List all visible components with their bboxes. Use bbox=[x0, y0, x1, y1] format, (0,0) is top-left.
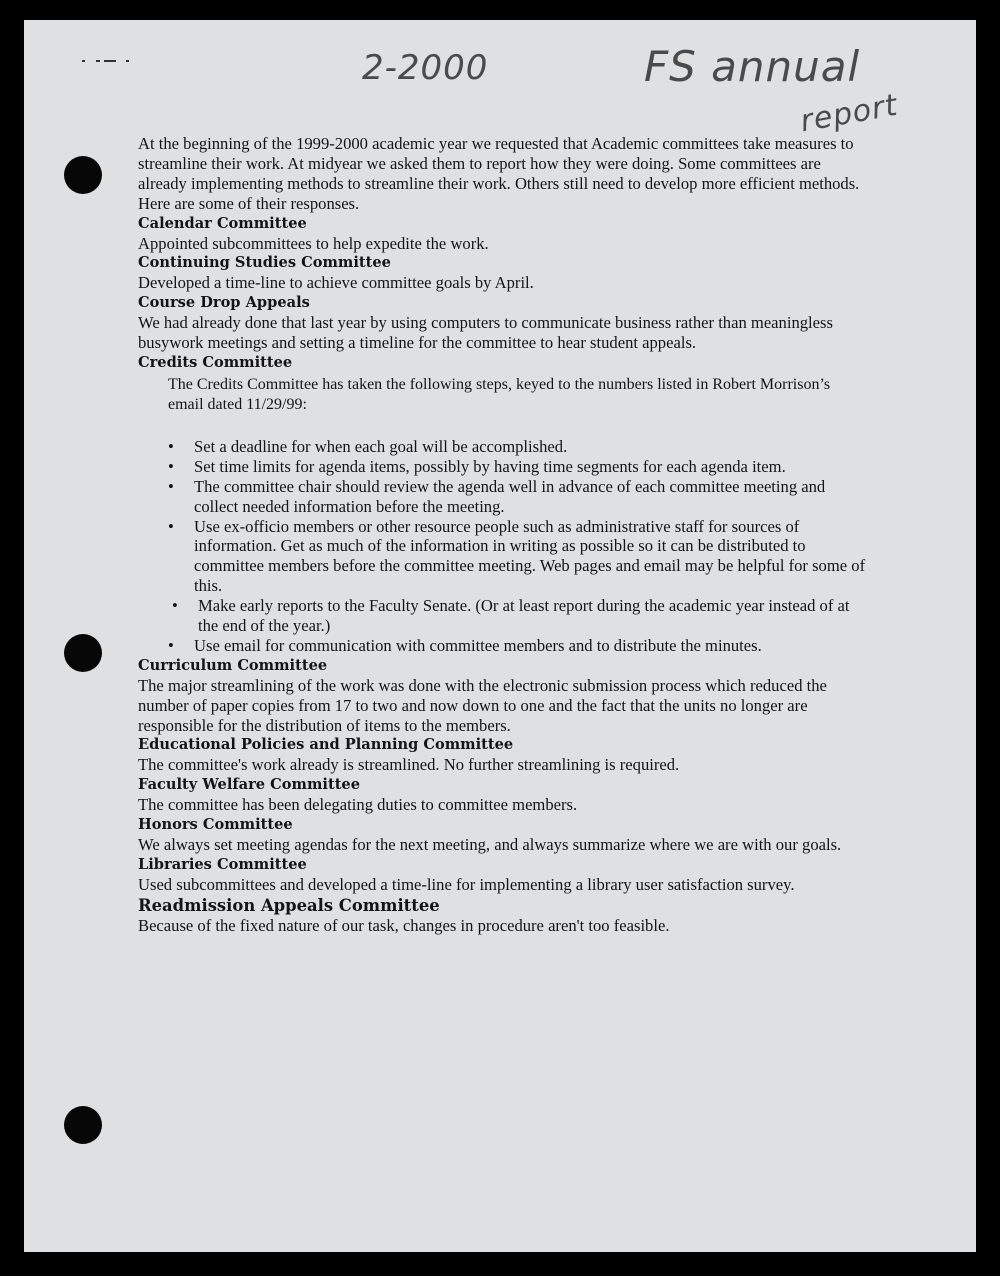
credits-steps-list bbox=[138, 437, 868, 656]
text-readmission-appeals: Because of the fixed nature of our task, changes in procedure aren't too feasible. bbox=[138, 915, 670, 935]
text-honors-committee: We always set meeting agendas for the next meeting, and always summarize where we are with our goals. bbox=[138, 835, 842, 854]
handwritten-report: report bbox=[797, 87, 901, 140]
bullet-icon: • bbox=[168, 476, 174, 496]
punch-hole bbox=[64, 156, 102, 194]
intro-paragraph: At the beginning of the 1999-2000 academic year we requested that Academic committees take measures to streamline their work. At midyear we asked them to report how they were doing. Some committees are already implementing methods to streamline their work. Others still need to develop more efficient methods. Here are some of their responses. bbox=[138, 134, 860, 213]
text-faculty-welfare: The committee has been delegating duties to committee members. bbox=[138, 795, 578, 815]
text-credits-intro: The Credits Committee has taken the following steps, keyed to the numbers listed in Robert Morrison’s email dated 11/29/99: bbox=[168, 375, 831, 413]
scan-specks bbox=[82, 58, 142, 64]
handwritten-fs-annual: FS annual bbox=[644, 42, 861, 91]
heading-continuing-studies: Continuing Studies Committee bbox=[138, 254, 391, 272]
heading-credits-committee: Credits Committee bbox=[138, 353, 293, 371]
heading-educational-policies: Educational Policies and Planning Committee bbox=[138, 736, 514, 754]
punch-hole bbox=[64, 1106, 102, 1144]
text-course-drop-appeals: We had already done that last year by using computers to communicate business rather than meaningless busywork meetings and setting a timeline for the committee to hear student appeals. bbox=[138, 313, 833, 353]
text-curriculum-committee: The major streamlining of the work was done with the electronic submission process which reduced the number of paper copies from 17 to two and now down to one and the fact that the units no longer are responsible for the distribution of items to the members. bbox=[138, 675, 827, 735]
text-libraries-committee: Used subcommittees and developed a time-line for implementing a library user satisfaction survey. bbox=[138, 874, 795, 894]
heading-readmission-appeals: Readmission Appeals Committee bbox=[138, 895, 440, 915]
list-item: • Use email for communication with committee members and to distribute the minutes. bbox=[168, 635, 762, 655]
heading-calendar-committee: Calendar Committee bbox=[138, 214, 307, 232]
bullet-icon: • bbox=[172, 596, 178, 616]
bullet-icon: • bbox=[168, 436, 174, 456]
heading-honors-committee: Honors Committee bbox=[138, 816, 293, 834]
text-educational-policies: The committee's work already is streamlined. No further streamlining is required. bbox=[138, 755, 680, 775]
punch-hole bbox=[64, 634, 102, 672]
handwritten-date: 2-2000 bbox=[362, 48, 489, 88]
document-page bbox=[24, 20, 976, 1252]
heading-curriculum-committee: Curriculum Committee bbox=[138, 656, 328, 674]
heading-course-drop-appeals: Course Drop Appeals bbox=[138, 294, 310, 312]
list-item: • Make early reports to the Faculty Senate. (Or at least report during the academic year instead of at the end of the year.) bbox=[172, 596, 850, 636]
bullet-icon: • bbox=[168, 635, 174, 655]
list-item: • Use ex-officio members or other resource people such as administrative staff for sources of information. Get as much of the information in writing as possible so it can be distributed to committee members before the committee meeting. Web pages and email may be helpful for some of this. bbox=[168, 516, 866, 596]
list-item: • The committee chair should review the agenda well in advance of each committee meeting and collect needed information before the meeting. bbox=[168, 476, 826, 516]
text-calendar-committee: Appointed subcommittees to help expedite the work. bbox=[138, 233, 489, 253]
text-continuing-studies: Developed a time-line to achieve committee goals by April. bbox=[138, 273, 534, 293]
heading-libraries-committee: Libraries Committee bbox=[138, 855, 307, 873]
heading-faculty-welfare: Faculty Welfare Committee bbox=[138, 776, 361, 794]
document-body bbox=[138, 134, 868, 936]
list-item: • Set a deadline for when each goal will be accomplished. bbox=[168, 436, 568, 456]
list-item: • Set time limits for agenda items, possibly by having time segments for each agenda item. bbox=[168, 456, 786, 476]
bullet-icon: • bbox=[168, 456, 174, 476]
bullet-icon: • bbox=[168, 516, 174, 536]
